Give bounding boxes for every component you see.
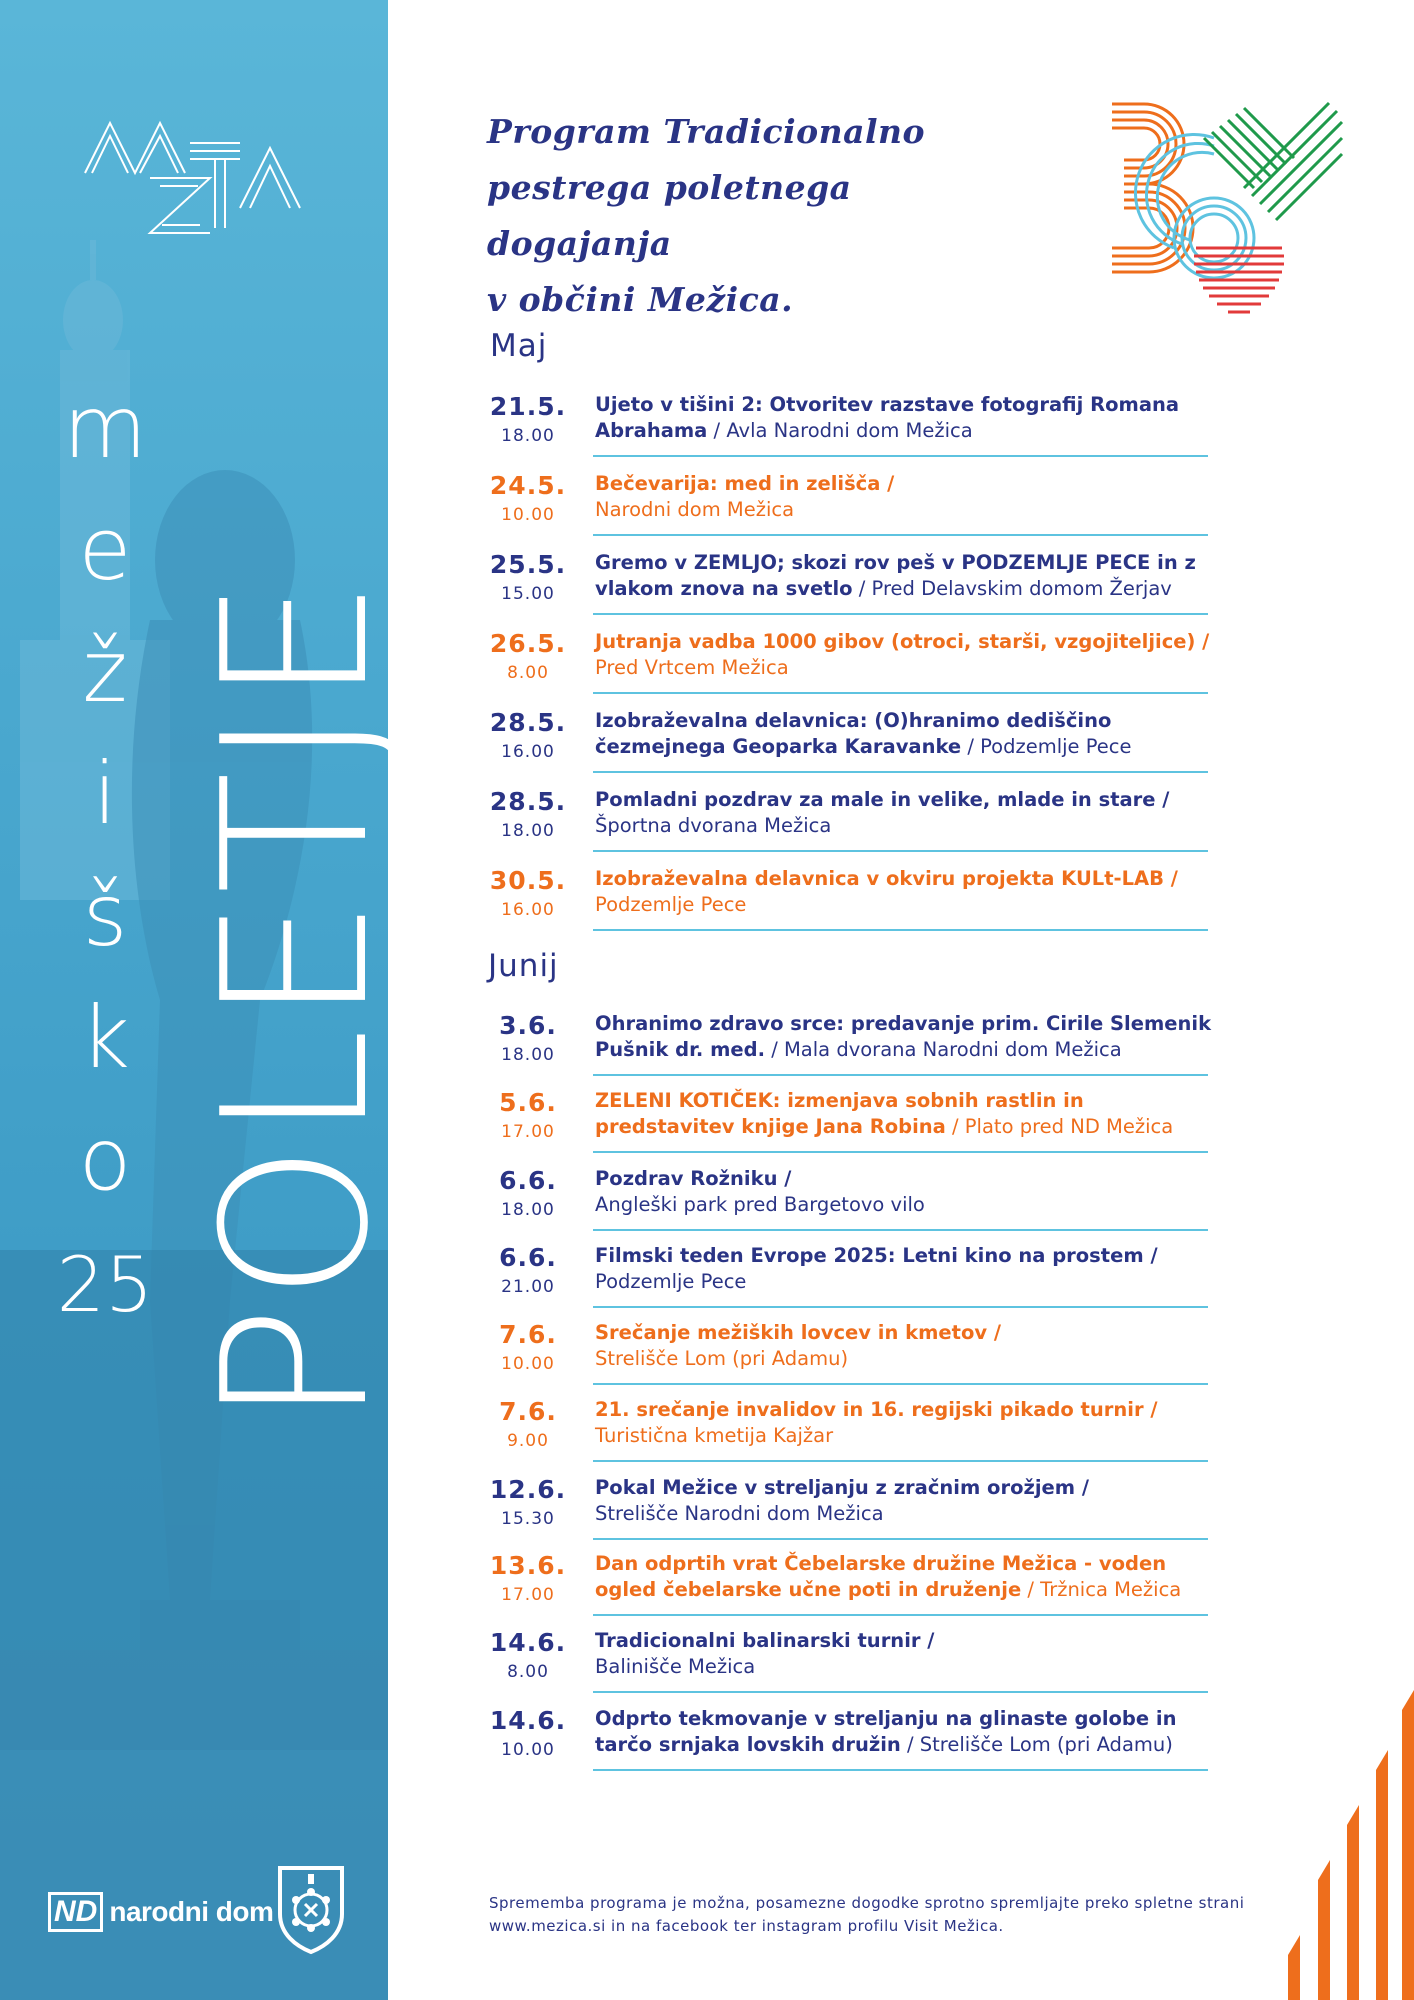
event-description <box>595 1088 1225 1140</box>
event-row <box>488 1475 1223 1535</box>
event-description <box>595 629 1225 681</box>
event-date: 7.6. <box>499 1320 557 1349</box>
divider <box>593 455 1208 457</box>
divider <box>593 850 1208 852</box>
event-description <box>595 1628 1225 1680</box>
year-25: 25 <box>56 1240 154 1329</box>
event-time: 10.00 <box>501 505 555 525</box>
divider <box>593 771 1208 773</box>
event-time: 18.00 <box>501 426 555 446</box>
letter-z: ž <box>82 622 128 722</box>
mezica-logo-icon <box>80 118 300 238</box>
event-place: Podzemlje Pece <box>595 1270 747 1293</box>
event-place: / Avla Narodni dom Mežica <box>707 419 973 442</box>
event-row <box>488 866 1223 926</box>
event-time: 8.00 <box>507 1662 549 1682</box>
event-title: Srečanje mežiških lovcev in kmetov / <box>595 1321 1001 1344</box>
event-date: 30.5. <box>489 866 567 895</box>
event-title: Pozdrav Rožniku / <box>595 1167 792 1190</box>
event-date: 24.5. <box>489 471 567 500</box>
event-time: 9.00 <box>507 1431 549 1451</box>
poletje-word: POLETJE <box>180 574 413 1426</box>
event-date: 14.6. <box>489 1628 567 1657</box>
divider <box>593 1074 1208 1076</box>
event-time: 18.00 <box>501 1045 555 1065</box>
event-row <box>488 1706 1223 1766</box>
event-description <box>595 1551 1225 1603</box>
letter-i: i <box>93 744 117 844</box>
event-date: 28.5. <box>489 708 567 737</box>
event-title: 21. srečanje invalidov in 16. regijski pikado turnir / <box>595 1398 1158 1421</box>
event-time: 8.00 <box>507 663 549 683</box>
event-description <box>595 787 1225 839</box>
event-title: Filmski teden Evrope 2025: Letni kino na prostem / <box>595 1244 1158 1267</box>
event-time: 21.00 <box>501 1277 555 1297</box>
event-time: 10.00 <box>501 1740 555 1760</box>
event-row <box>488 787 1223 847</box>
program-title <box>487 104 1007 328</box>
divider <box>593 1538 1208 1540</box>
letter-m: m <box>63 378 147 478</box>
event-date: 6.6. <box>499 1166 557 1195</box>
event-date: 5.6. <box>499 1088 557 1117</box>
event-time: 10.00 <box>501 1354 555 1374</box>
event-place: Strelišče Narodni dom Mežica <box>595 1502 884 1525</box>
event-date: 13.6. <box>489 1551 567 1580</box>
event-place: / Mala dvorana Narodni dom Mežica <box>765 1038 1122 1061</box>
divider <box>593 692 1208 694</box>
event-place: Strelišče Lom (pri Adamu) <box>595 1347 849 1370</box>
divider <box>593 534 1208 536</box>
event-row <box>488 1551 1223 1611</box>
event-description <box>595 392 1225 444</box>
event-row <box>488 1243 1223 1303</box>
event-time: 15.30 <box>501 1509 555 1529</box>
title-line-3: v občini Mežica. <box>487 280 794 319</box>
event-place: Športna dvorana Mežica <box>595 814 832 837</box>
divider <box>593 1769 1208 1771</box>
event-title: Odprto tekmovanje v streljanju na glinaste golobe in tarčo srnjaka lovskih družin <box>595 1707 1177 1756</box>
event-date: 25.5. <box>489 550 567 579</box>
event-date: 3.6. <box>499 1011 557 1040</box>
event-row <box>488 1397 1223 1457</box>
event-place: / Tržnica Mežica <box>1021 1578 1182 1601</box>
event-place: / Plato pred ND Mežica <box>945 1115 1174 1138</box>
event-row <box>488 1011 1223 1071</box>
event-row <box>488 629 1223 689</box>
letter-k: k <box>80 988 130 1088</box>
event-description <box>595 1706 1225 1758</box>
letter-o: o <box>78 1110 132 1210</box>
footer-note: Sprememba programa je možna, posamezne dogodke sprotno spremljajte preko spletne strani www.mezica.si in na facebook ter instagram profilu Visit Mežica. <box>489 1894 1245 1935</box>
left-banner <box>0 0 413 2000</box>
event-description <box>595 708 1225 760</box>
divider <box>593 1383 1208 1385</box>
event-time: 18.00 <box>501 1200 555 1220</box>
divider <box>593 1151 1208 1153</box>
event-description <box>595 550 1225 602</box>
event-row <box>488 471 1223 531</box>
event-title: Bečevarija: med in zelišča / <box>595 472 895 495</box>
event-place: Podzemlje Pece <box>595 893 747 916</box>
event-date: 21.5. <box>489 392 567 421</box>
title-line-1: Program Tradicionalno <box>487 112 926 151</box>
event-time: 17.00 <box>501 1122 555 1142</box>
event-date: 28.5. <box>489 787 567 816</box>
event-time: 16.00 <box>501 900 555 920</box>
event-description <box>595 1397 1225 1449</box>
event-place: Pred Vrtcem Mežica <box>595 656 789 679</box>
narodni-dom-logo <box>48 1892 273 1932</box>
letter-s: š <box>82 866 128 966</box>
event-row <box>488 392 1223 452</box>
month-heading-maj: Maj <box>490 328 548 364</box>
event-row <box>488 550 1223 610</box>
event-description <box>595 1475 1225 1527</box>
event-place: Angleški park pred Bargetovo vilo <box>595 1193 925 1216</box>
municipality-crest-icon <box>276 1862 346 1954</box>
logo-365-icon <box>1104 98 1344 323</box>
month-heading-junij: Junij <box>488 948 559 984</box>
divider <box>593 1614 1208 1616</box>
event-date: 12.6. <box>489 1475 567 1504</box>
event-row <box>488 1628 1223 1688</box>
event-date: 6.6. <box>499 1243 557 1272</box>
event-title: Pokal Mežice v streljanju z zračnim orožjem / <box>595 1476 1089 1499</box>
event-place: Narodni dom Mežica <box>595 498 795 521</box>
event-place: Turistična kmetija Kajžar <box>595 1424 834 1447</box>
event-title: Ohranimo zdravo srce: predavanje prim. Cirile Slemenik Pušnik dr. med. <box>595 1012 1212 1061</box>
vertical-letters <box>40 378 170 1329</box>
event-description <box>595 1243 1225 1295</box>
event-title: Izobraževalna delavnica: (O)hranimo dediščino čezmejnega Geoparka Karavanke <box>595 709 1112 758</box>
event-title: Izobraževalna delavnica v okviru projekta KULt-LAB / <box>595 867 1178 890</box>
event-place: / Podzemlje Pece <box>961 735 1132 758</box>
event-title: Gremo v ZEMLJO; skozi rov peš v PODZEMLJE PECE in z vlakom znova na svetlo <box>595 551 1196 600</box>
event-time: 16.00 <box>501 742 555 762</box>
event-row <box>488 1320 1223 1380</box>
poletje-vertical-title <box>180 395 413 1605</box>
nd-mark: ND <box>48 1892 103 1932</box>
narodni-dom-text: narodni dom <box>109 1896 274 1927</box>
divider <box>593 1306 1208 1308</box>
divider <box>593 1691 1208 1693</box>
event-title: ZELENI KOTIČEK: izmenjava sobnih rastlin in predstavitev knjige Jana Robina <box>595 1089 1084 1138</box>
event-row <box>488 708 1223 768</box>
event-row <box>488 1166 1223 1226</box>
divider <box>593 1229 1208 1231</box>
event-time: 18.00 <box>501 821 555 841</box>
event-place: Balinišče Mežica <box>595 1655 756 1678</box>
event-row <box>488 1088 1223 1148</box>
event-time: 15.00 <box>501 584 555 604</box>
event-place: / Pred Delavskim domom Žerjav <box>852 577 1172 600</box>
event-title: Tradicionalni balinarski turnir / <box>595 1629 935 1652</box>
event-title: Pomladni pozdrav za male in velike, mlade in stare / <box>595 788 1170 811</box>
event-title: Dan odprtih vrat Čebelarske družine Mežica - voden ogled čebelarske učne poti in druženje <box>595 1552 1167 1601</box>
title-line-2: pestrega poletnega dogajanja <box>487 168 852 263</box>
event-date: 7.6. <box>499 1397 557 1426</box>
event-description <box>595 866 1225 918</box>
event-title: Ujeto v tišini 2: Otvoritev razstave fotografij Romana Abrahama <box>595 393 1180 442</box>
letter-e: e <box>78 500 132 600</box>
divider <box>593 929 1208 931</box>
event-date: 14.6. <box>489 1706 567 1735</box>
event-description <box>595 1320 1225 1372</box>
orange-stripes-decoration <box>1278 1690 1414 2000</box>
event-place: / Strelišče Lom (pri Adamu) <box>900 1733 1173 1756</box>
event-description <box>595 1011 1225 1063</box>
divider <box>593 1460 1208 1462</box>
event-date: 26.5. <box>489 629 567 658</box>
divider <box>593 613 1208 615</box>
event-description <box>595 471 1225 523</box>
event-description <box>595 1166 1225 1218</box>
event-title: Jutranja vadba 1000 gibov (otroci, starši, vzgojiteljice) / <box>595 630 1210 653</box>
event-time: 17.00 <box>501 1585 555 1605</box>
